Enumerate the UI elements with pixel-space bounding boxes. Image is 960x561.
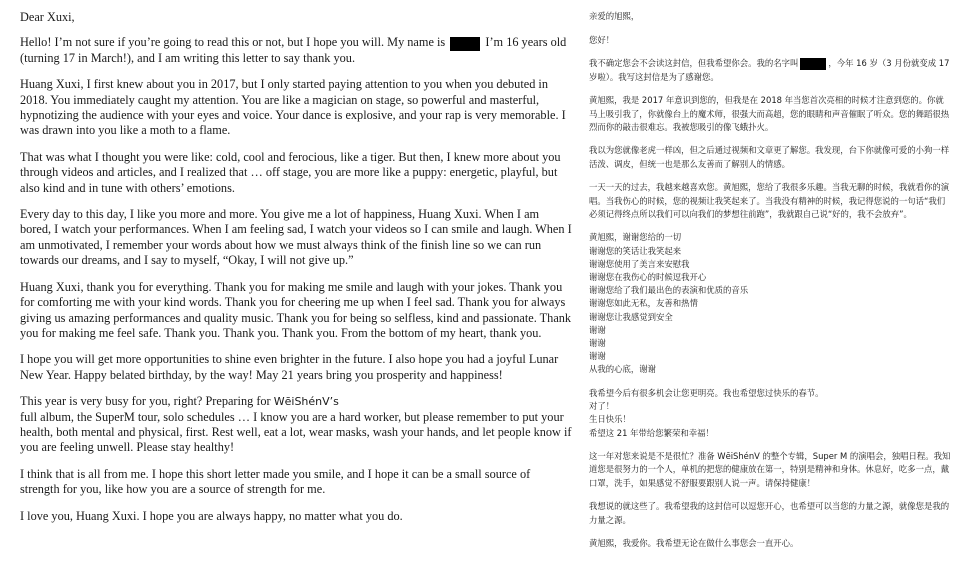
chinese-greeting: 亲爱的旭熙， — [589, 11, 640, 21]
list-item: 谢谢您使用了美言来安慰我 — [589, 258, 690, 269]
list-item: 黄旭熙，谢谢您给的一切 — [589, 232, 682, 243]
chinese-paragraph-7: 我想说的就这些了。我希望我的这封信可以逗您开心，也希望可以当您的力量之源，就像您是我的力量之源。 — [589, 501, 950, 525]
brand-name-text: WēiShénV’s — [273, 395, 339, 409]
english-paragraph-intro — [20, 35, 572, 66]
redacted-name-box — [450, 37, 480, 51]
chinese-thanks-list — [589, 231, 951, 376]
list-item: 谢谢您给了我们最出色的表演和优质的音乐 — [589, 285, 749, 296]
list-item: 从我的心底，谢谢 — [589, 364, 656, 375]
english-paragraph-9: I love you, Huang Xuxi. I hope you are always happy, no matter what you do. — [20, 508, 403, 523]
english-paragraph-6: I hope you will get more opportunities to shine even brighter in the future. I also hope you had a joyful Lunar New Year. Happy belated birthday, by the way! May 21 years bring you prosperity and happiness! — [20, 352, 559, 382]
english-greeting: Dear Xuxi, — [20, 10, 75, 24]
list-item: 生日快乐！ — [589, 414, 631, 425]
chinese-letter — [589, 10, 951, 561]
english-paragraph-4: Every day to this day, I like you more and more. You give me a lot of happiness, Huang Xuxi. When I am bored, I watch your performances. When I am feeling sad, I watch your videos so I can smile and laugh. When I am unmotivated, I remember your words about how we must always think of the finish line so we can run towards our dreams, and I say to myself, “Okay, I will not give up.” — [20, 207, 572, 268]
list-item: 谢谢您让我感觉到安全 — [589, 311, 673, 322]
redacted-name-box — [800, 58, 826, 70]
english-paragraph-5: Huang Xuxi, thank you for everything. Thank you for making me smile and laugh with your jokes. Thank you for comforting me with your kind words. Thank you for cheering me up when I feel sad. Thank you for always giving us amazing performances and quality music. Thank you for being so selfless, kind and passionate. Thank you for making me feel safe. Thank you. Thank you. Thank you. From the bottom of my heart, thank you. — [20, 279, 572, 340]
list-item: 我希望今后有很多机会让您更明亮。我也希望您过快乐的春节。 — [589, 388, 824, 398]
english-letter — [20, 10, 572, 535]
english-intro-start: Hello! I’m not sure if you’re going to read this or not, but I hope you will. My name is — [20, 35, 446, 50]
english-busy-start: This year is very busy for you, right? Preparing for — [20, 394, 271, 409]
list-item: 谢谢 — [589, 351, 606, 362]
chinese-paragraph-intro — [589, 57, 951, 83]
chinese-paragraph-4: 一天一天的过去，我越来越喜欢您。黄旭熙，您给了我很多乐趣。当我无聊的时候，我就看你的演唱。当我伤心的时候，您的视频让我笑起来了。当我没有精神的时候，我记得您说的一句话“我们必须记得终点所以我们可以向我们的梦想往前跑”，我就跟自己说“好的，我不会放弃”。 — [589, 182, 950, 219]
list-item: 谢谢 — [589, 324, 606, 335]
chinese-intro-end: ，今年 16 岁（3 月份就变成 17 岁啦）。我写这封信是为了感谢您。 — [589, 58, 950, 82]
english-paragraph-3: That was what I thought you were like: cold, cool and ferocious, like a tiger. But then, I knew more about you through videos and articles, and I realized that … off stage, you are more like a puppy: energetic, playful, but also kind and in tune with others’ emotions. — [20, 149, 561, 195]
english-busy-rest: full album, the SuperM tour, solo schedules … I know you are a hard worker, but please remember to put your health, both mental and physical, first. Rest well, eat a lot, wear masks, wash your hands, and let people know if you are feeling unwell. Please stay healthy! — [20, 409, 572, 455]
chinese-wishes-list — [589, 387, 951, 440]
list-item: 希望这 21 年带给您繁荣和幸福！ — [589, 427, 714, 438]
chinese-paragraph-3: 我以为您就像老虎一样凶，但之后通过视频和文章更了解您。我发现，台下你就像可爱的小狗一样活泼、调皮，但统一也是那么友善而了解别人的情感。 — [589, 145, 950, 169]
chinese-paragraph-2: 黄旭熙，我是 2017 年意识到您的，但我是在 2018 年当您首次亮相的时候才注意到您的。你就马上吸引我了，你就像台上的魔术师，很强大而高超，您的眼睛和声音催眠了听众。您的舞蹈很热烈而你的敲击很难忘。我被您吸引的像飞蛾扑火。 — [589, 95, 950, 132]
list-item: 谢谢 — [589, 337, 606, 348]
chinese-hello: 您好！ — [589, 34, 615, 45]
list-item: 谢谢您如此无私，友善和热情 — [589, 298, 698, 309]
list-item: 谢谢您的笑话让我笑起来 — [589, 245, 682, 256]
chinese-paragraph-6: 这一年对您来说是不是很忙？准备 WēiShénV 的整个专辑，Super M 的演唱会，独唱日程。我知道您是很努力的一个人，单机的把您的健康放在第一，特别是精神和身体。休息好，吃多一点，戴口罩，洗手，如果感觉不舒服要跟别人说一声。请保持健康！ — [589, 451, 951, 488]
english-intro-end: I’m 16 years old (turning 17 in March!), and I am writing this letter to say thank you. — [20, 35, 567, 65]
chinese-paragraph-8: 黄旭熙，我爱你。我希望无论在做什么事您会一直开心。 — [589, 538, 799, 549]
english-paragraph-2: Huang Xuxi, I first knew about you in 2017, but I only started paying attention to you when you debuted in 2018. You immediately caught my attention. You are like a magician on stage, so powerful and masterful, hypnotizing the audience with your eyes and voice. Your dance is explosive, and your rap is very memorable. I was drawn into you like a moth to a flame. — [20, 77, 566, 138]
list-item: 谢谢您在我伤心的时候逗我开心 — [589, 272, 707, 282]
list-item: 对了！ — [589, 401, 615, 412]
english-paragraph-8: I think that is all from me. I hope this short letter made you smile, and I hope it can be a small source of strength for you, like how you are a source of strength for me. — [20, 466, 531, 497]
chinese-intro-start: 我不确定您会不会读这封信，但我希望你会。我的名字叫 — [589, 58, 799, 69]
english-paragraph-7 — [20, 394, 572, 456]
